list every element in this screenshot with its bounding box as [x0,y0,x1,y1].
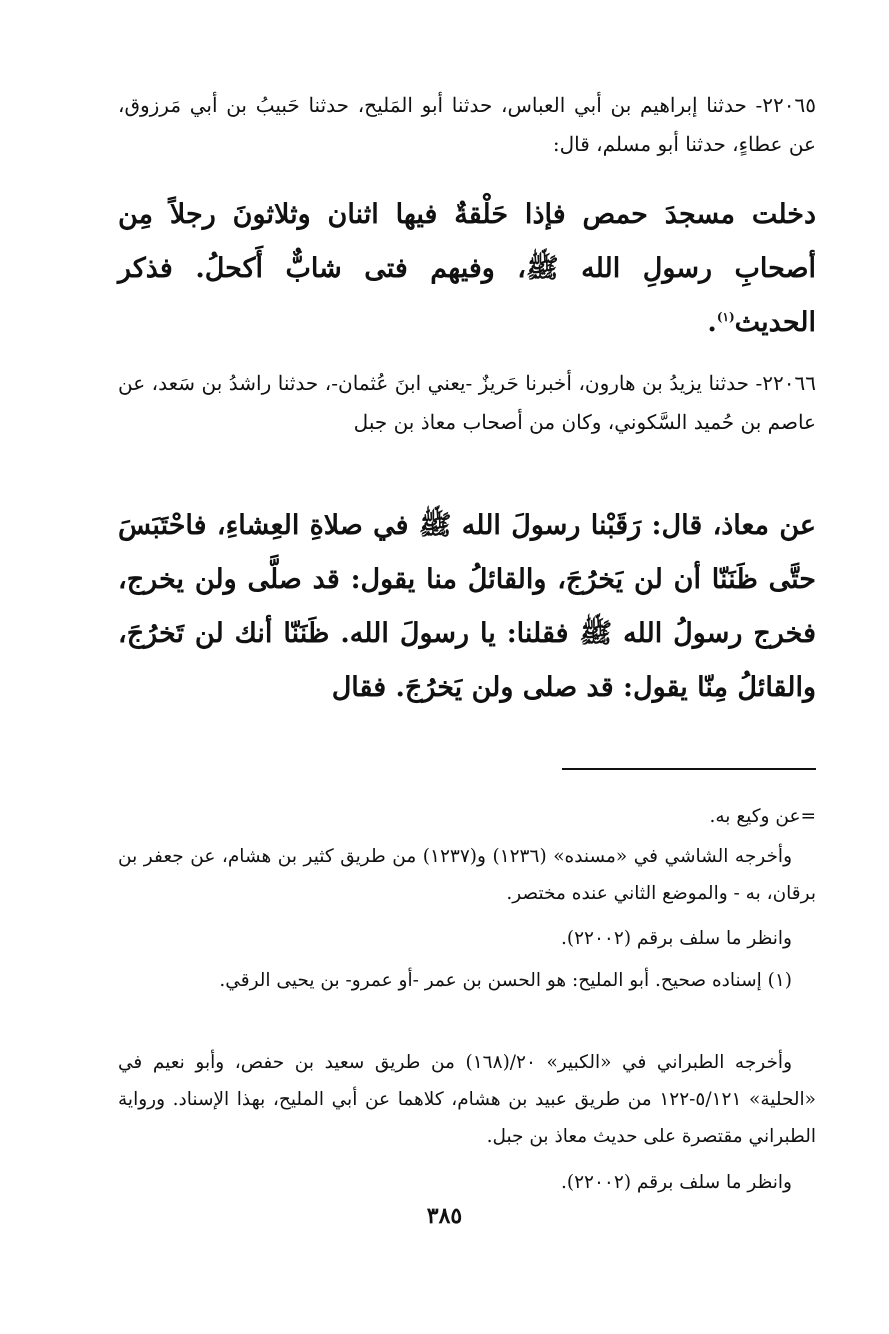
footnote-1-takhrij: وأخرجه الطبراني في «الكبير» ٢٠/(١٦٨) من طريق سعيد بن حفص، وأبو نعيم في «الحلية» ٥/١٢١-١٢٢ من طريق عبيد بن هشام، كلاهما عن أبي المليح، بهذا الإسناد. ورواية الطبراني مقتصرة على حديث معاذ بن جبل. [118,1052,816,1147]
footnote-continuation: =عن وكيع به. [709,806,816,827]
footnote-continuation-takhrij: وأخرجه الشاشي في «مسنده» (١٢٣٦) و(١٢٣٧) من طريق كثير بن هشام، عن جعفر بن برقان، به - والموضع الثاني عنده مختصر. [118,846,816,904]
hadith-22065-isnad: ٢٢٠٦٥- حدثنا إبراهيم بن أبي العباس، حدثنا أبو المَليح، حدثنا حَبيبُ بن أبي مَرزوق، عن عطاءٍ، حدثنا أبو مسلم، قال: [118,93,816,156]
hadith-22065-matn-end: . [707,307,717,338]
hadith-22065-matn [118,188,816,350]
footnote-continuation-see: وانظر ما سلف برقم (٢٢٠٠٢). [561,928,792,949]
hadith-22066-matn: عن معاذ، قال: رَقَبْنا رسولَ الله ﷺ في صلاةِ العِشاءِ، فاحْتَبَسَ حتَّى ظَنَنّا أن لن يَخرُجَ، والقائلُ منا يقول: قد صلَّى ولن يخرج، فخرج رسولُ الله ﷺ فقلنا: يا رسولَ الله. ظَنَنّا أنك لن تَخرُجَ، والقائلُ مِنّا يقول: قد صلى ولن يَخرُجَ. فقال [118,510,816,703]
footnote-1-grading: (١) إسناده صحيح. أبو المليح: هو الحسن بن عمر -أو عمرو- بن يحيى الرقي. [219,970,792,991]
footnote-1-see: وانظر ما سلف برقم (٢٢٠٠٢). [561,1172,792,1193]
footnote-ref-1: (١) [716,310,735,324]
footnote-separator [562,768,816,770]
hadith-22065-matn-text: دخلت مسجدَ حمص فإذا حَلْقةٌ فيها اثنان وثلاثونَ رجلاً مِن أصحابِ رسولِ الله ﷺ، وفيهم فتى شابٌّ أَكحلُ. فذكر الحديث [118,199,816,338]
page-number: ٣٨٥ [426,1203,463,1229]
hadith-22066-isnad: ٢٢٠٦٦- حدثنا يزيدُ بن هارون، أخبرنا حَريزٌ -يعني ابنَ عُثمان-، حدثنا راشدُ بن سَعد، عن عاصم بن حُميد السَّكوني، وكان من أصحاب معاذ بن جبل [118,371,816,434]
